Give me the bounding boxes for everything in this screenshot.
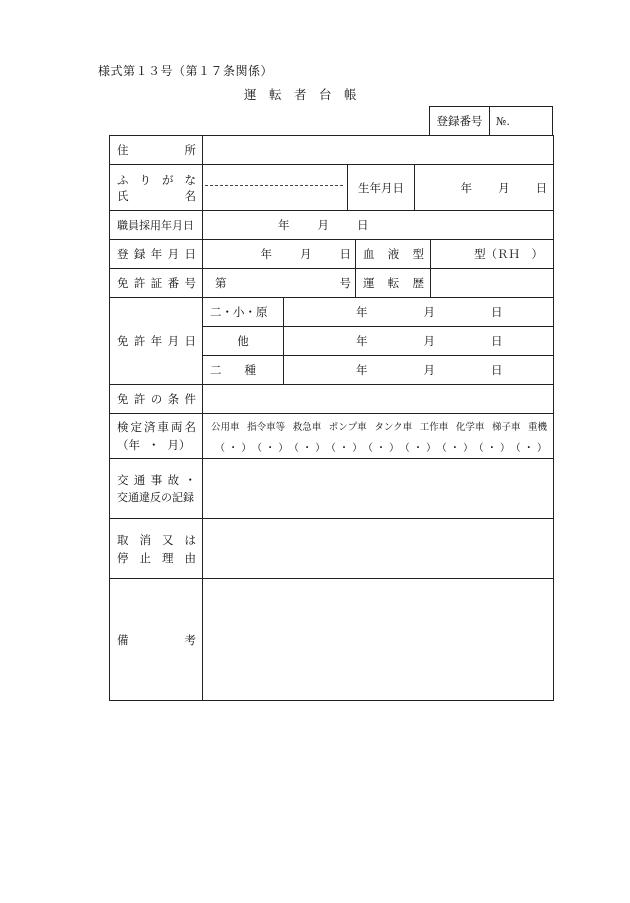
driver-ledger-table [109, 135, 554, 701]
cancellation-field[interactable] [203, 519, 554, 579]
accident-field[interactable] [203, 459, 554, 519]
remarks-label: 備 考 [110, 579, 203, 701]
driving-history-label: 運 転 歴 [356, 269, 431, 298]
blood-type-field[interactable]: 型（ＲＨ ） [431, 240, 554, 269]
vehicles-field[interactable] [203, 414, 554, 459]
license-number-field[interactable]: 第 号 [203, 269, 356, 298]
vehicle-date-list: （ ・ ） （ ・ ） （ ・ ） （ ・ ） （ ・ ） （ ・ ） （ ・ ） （ ・ ） （ ・ ） [215, 442, 547, 454]
vehicle-type-list: 公用車 指令車等 救急車 ポンプ車 タンク車 工作車 化学車 梯子車 重機 [211, 421, 548, 433]
license-date-label: 免 許 年 月 日 [110, 298, 203, 385]
birth-date-field[interactable]: 年 月 日 [415, 165, 554, 211]
vehicles-row [110, 414, 554, 459]
address-field[interactable] [203, 136, 554, 165]
remarks-field[interactable] [203, 579, 554, 701]
license-conditions-label: 免 許 の 条 件 [110, 385, 203, 414]
hire-date-row [110, 211, 554, 240]
registration-number-label: 登録番号 [430, 107, 490, 135]
license-type-1: 二・小・原 [203, 298, 284, 327]
license-date-field-1[interactable]: 年 月 日 [284, 298, 554, 327]
driving-history-field[interactable] [431, 269, 554, 298]
license-type-2: 他 [203, 327, 284, 356]
registration-row [110, 240, 554, 269]
document-title: 運 転 者 台 帳 [244, 87, 357, 102]
address-row [110, 136, 554, 165]
hire-date-field[interactable]: 年 月 日 [203, 211, 554, 240]
remarks-row [110, 579, 554, 701]
cancellation-row [110, 519, 554, 579]
license-date-field-2[interactable]: 年 月 日 [284, 327, 554, 356]
license-type-3: 二 種 [203, 356, 284, 385]
license-number-label: 免 許 証 番 号 [110, 269, 203, 298]
address-label: 住 所 [110, 136, 203, 165]
license-date-row-1 [110, 298, 554, 327]
license-number-row [110, 269, 554, 298]
name-label: ふ り が な 氏 名 [110, 165, 203, 211]
name-field[interactable] [203, 165, 348, 211]
registration-number-box [429, 106, 553, 135]
accident-label: 交 通 事 故 ・ 交通違反の記録 [110, 459, 203, 519]
name-row [110, 165, 554, 211]
license-date-field-3[interactable]: 年 月 日 [284, 356, 554, 385]
blood-type-label: 血 液 型 [356, 240, 431, 269]
registration-date-label: 登 録 年 月 日 [110, 240, 203, 269]
license-conditions-row [110, 385, 554, 414]
registration-number-field[interactable]: №. [496, 114, 510, 128]
cancellation-label: 取 消 又 は 停 止 理 由 [110, 519, 203, 579]
accident-row [110, 459, 554, 519]
license-conditions-field[interactable] [203, 385, 554, 414]
registration-date-field[interactable]: 年 月 日 [203, 240, 356, 269]
vehicles-label: 検 定 済 車 両 名 （年 ・ 月） [110, 414, 203, 459]
hire-date-label: 職員採用年月日 [110, 211, 203, 240]
birth-date-label: 生年月日 [348, 165, 415, 211]
form-number: 様式第１３号（第１７条関係） [98, 64, 274, 78]
